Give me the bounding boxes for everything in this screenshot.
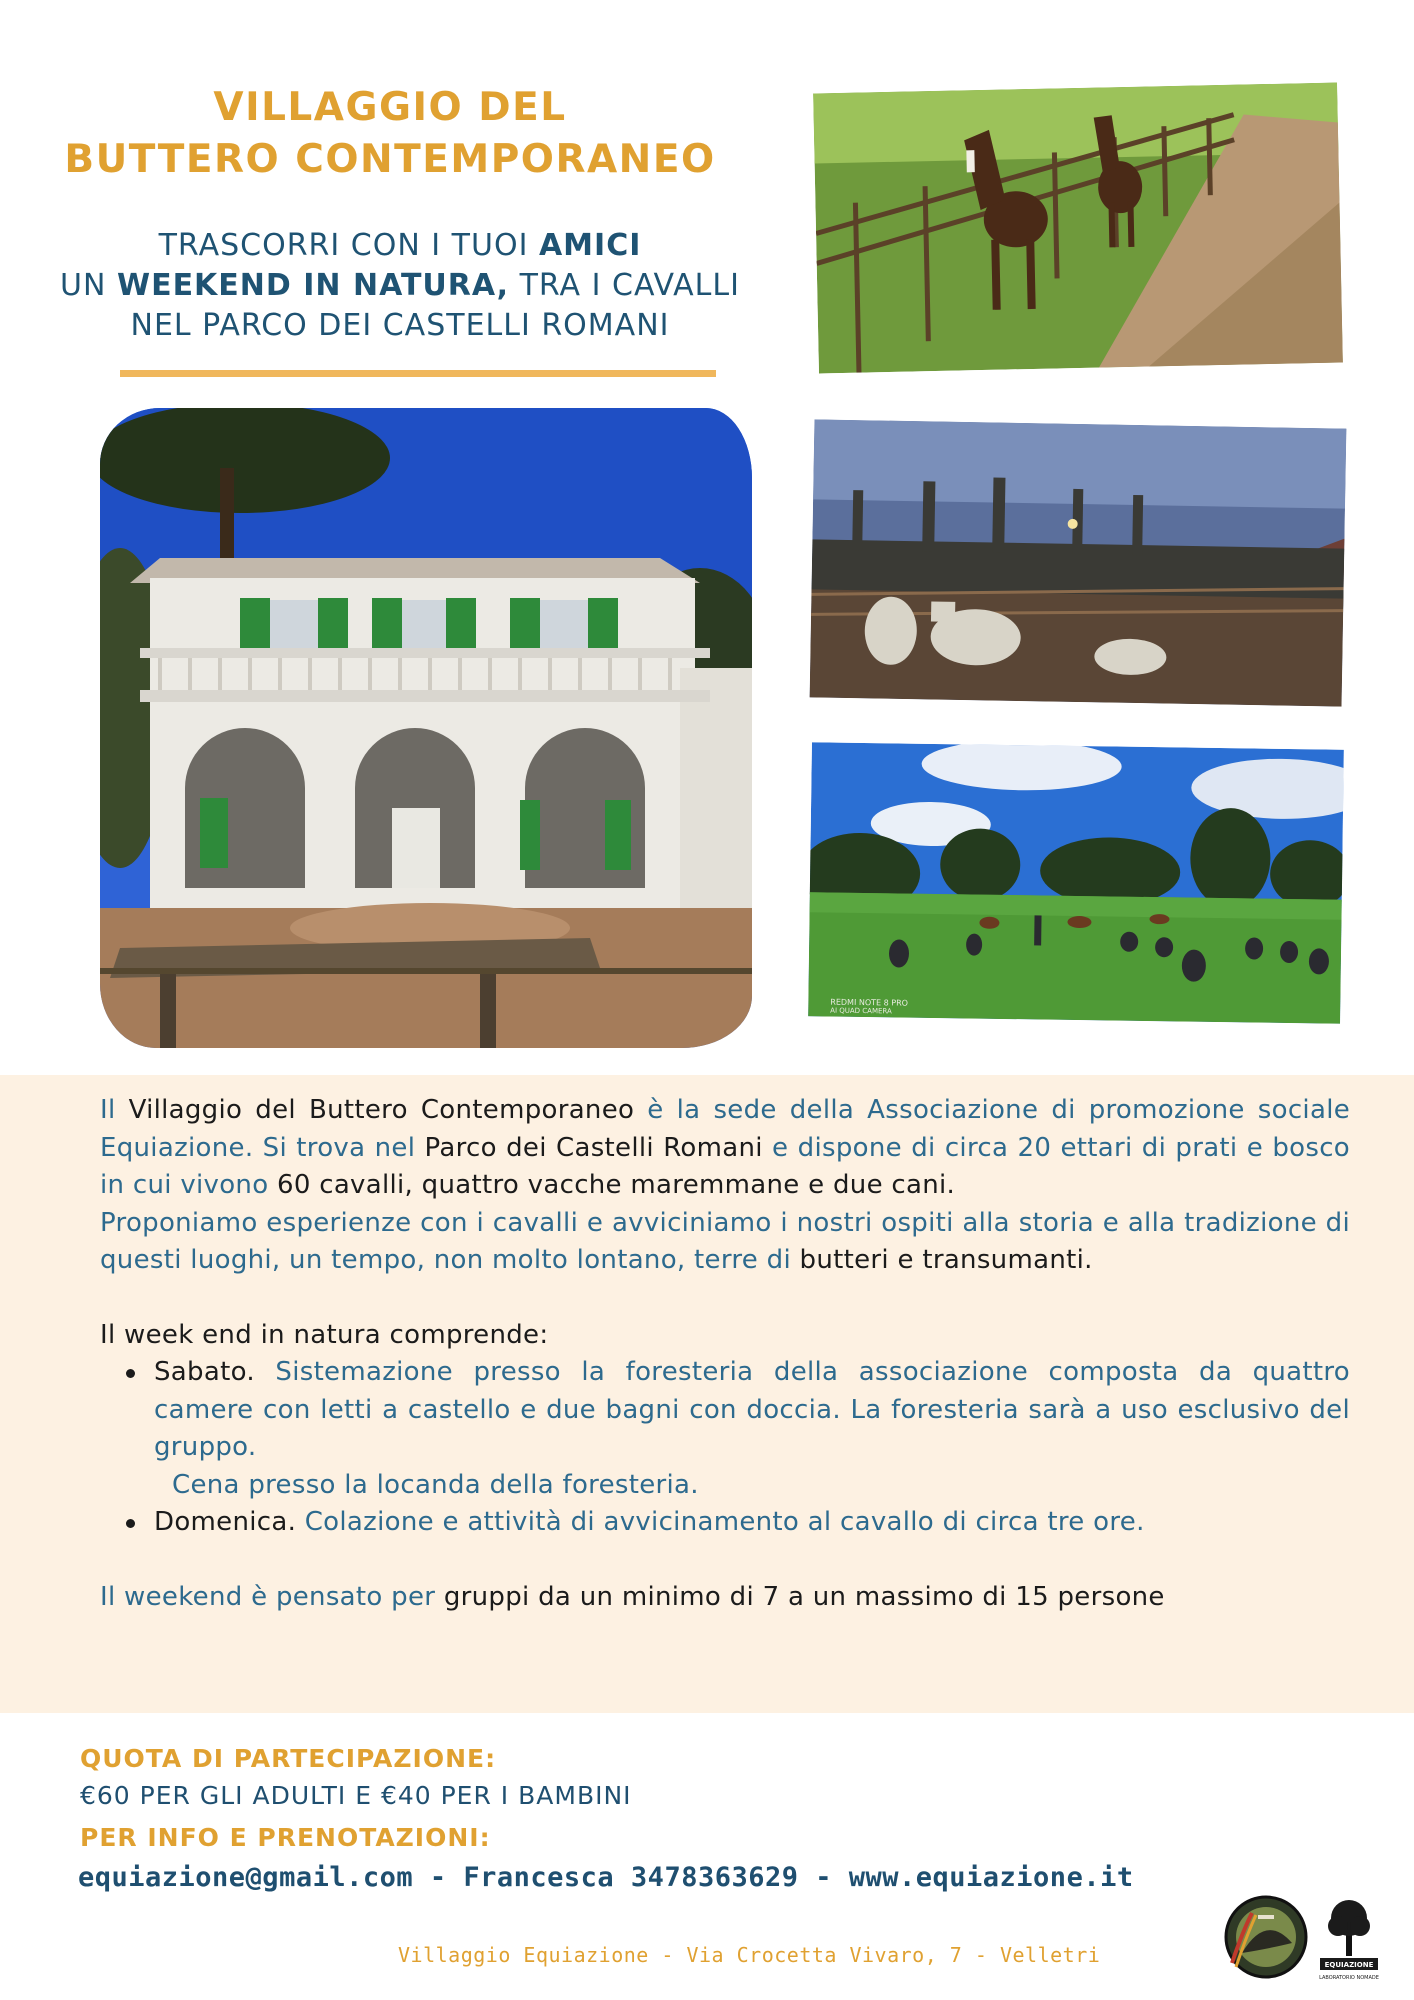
includes-heading: Il week end in natura comprende: — [100, 1319, 549, 1350]
photo-meadow-group — [808, 742, 1344, 1023]
description-paragraph-2 — [100, 1205, 1350, 1280]
equiazione-logo-text: EQUIAZIONE — [1324, 1961, 1374, 1969]
subtitle-text: UN — [60, 268, 117, 303]
quota-label: QUOTA DI PARTECIPAZIONE: — [80, 1744, 497, 1773]
equiazione-logo-subtext: LABORATORIO NOMADE — [1319, 1975, 1379, 1981]
quota-value: €60 PER GLI ADULTI E €40 PER I BAMBINI — [80, 1781, 632, 1810]
photo-farmhouse — [100, 408, 752, 1048]
text-run-villaggio: Villaggio del Buttero Contemporaneo — [128, 1095, 635, 1125]
text-run: Associazione di — [867, 1095, 1076, 1125]
subtitle-line-2 — [20, 266, 780, 306]
equiazione-logo — [1316, 1896, 1382, 1984]
text-run-animali: 60 cavalli, quattro vacche maremmane e due cani. — [276, 1170, 956, 1200]
list-item-day: Sabato. — [154, 1357, 255, 1387]
text-run: Proponiamo esperienze con i cavalli e avviciniamo i nostri ospiti alla storia e alla tradizione di questi luoghi, un tempo, non molto lontano, terre di — [100, 1207, 1350, 1275]
subtitle-text: TRASCORRI CON I TUOI — [158, 228, 539, 263]
subtitle-text: TRA I CAVALLI — [509, 268, 740, 303]
list-item-domenica — [100, 1504, 1350, 1542]
text-run: è la sede della — [634, 1095, 868, 1125]
title-line-1: VILLAGGIO DEL — [213, 85, 567, 130]
bullet-icon — [126, 1369, 135, 1378]
subtitle-highlight-weekend: WEEKEND IN NATURA, — [116, 268, 510, 303]
title-divider — [120, 370, 716, 377]
list-item-extra: Cena presso la locanda della foresteria. — [172, 1469, 699, 1500]
text-run: promozione sociale Equiazione. Si trova nel — [100, 1095, 1351, 1163]
text-run: e dispone di circa 20 ettari di prati e bosco in cui vivono — [100, 1132, 1350, 1200]
list-item-text: Sistemazione presso la foresteria della associazione composta da quattro camere con letti a castello e due bagni con doccia. La foresteria sarà a uso esclusivo del gruppo. — [154, 1357, 1350, 1462]
description-paragraph-1 — [100, 1092, 1350, 1205]
subtitle-line-1 — [20, 226, 780, 266]
text-run-butteri: butteri e transumanti. — [799, 1245, 1093, 1275]
description-paragraph-3 — [100, 1579, 1350, 1617]
booking-info-label: PER INFO E PRENOTAZIONI: — [80, 1823, 491, 1852]
meadow-watermark-line-1: REDMI NOTE 8 PRO — [830, 997, 909, 1008]
text-run-parco: Parco dei Castelli Romani — [424, 1132, 763, 1163]
list-item-sabato — [100, 1354, 1350, 1504]
description-text — [100, 1092, 1350, 1616]
list-item-text: Colazione e attività di avvicinamento al cavallo di circa tre ore. — [296, 1507, 1145, 1537]
subtitle-highlight-amici: AMICI — [538, 228, 642, 263]
title-line-2: BUTTERO CONTEMPORANEO — [64, 137, 716, 182]
page-subtitle — [20, 226, 780, 346]
text-run: Il — [100, 1095, 129, 1125]
association-logo-circle — [1222, 1893, 1310, 1981]
photo-horses-path — [813, 83, 1343, 374]
subtitle-line-3: NEL PARCO DEI CASTELLI ROMANI — [130, 308, 670, 343]
page-title — [40, 82, 740, 186]
bullet-icon — [126, 1519, 135, 1528]
contact-line: equiazione@gmail.com - Francesca 3478363629 - www.equiazione.it — [78, 1862, 1134, 1893]
photo-cattle-dusk — [810, 419, 1347, 706]
text-run-gruppi: gruppi da un minimo di 7 a un massimo di 15 persone — [443, 1581, 1165, 1612]
text-run: Il weekend è pensato per — [100, 1581, 444, 1612]
meadow-watermark-line-2: AI QUAD CAMERA — [830, 1006, 892, 1016]
list-item-day: Domenica. — [154, 1507, 297, 1537]
includes-list — [100, 1354, 1350, 1542]
address-line: Villaggio Equiazione - Via Crocetta Vivaro, 7 - Velletri — [398, 1943, 1101, 1967]
